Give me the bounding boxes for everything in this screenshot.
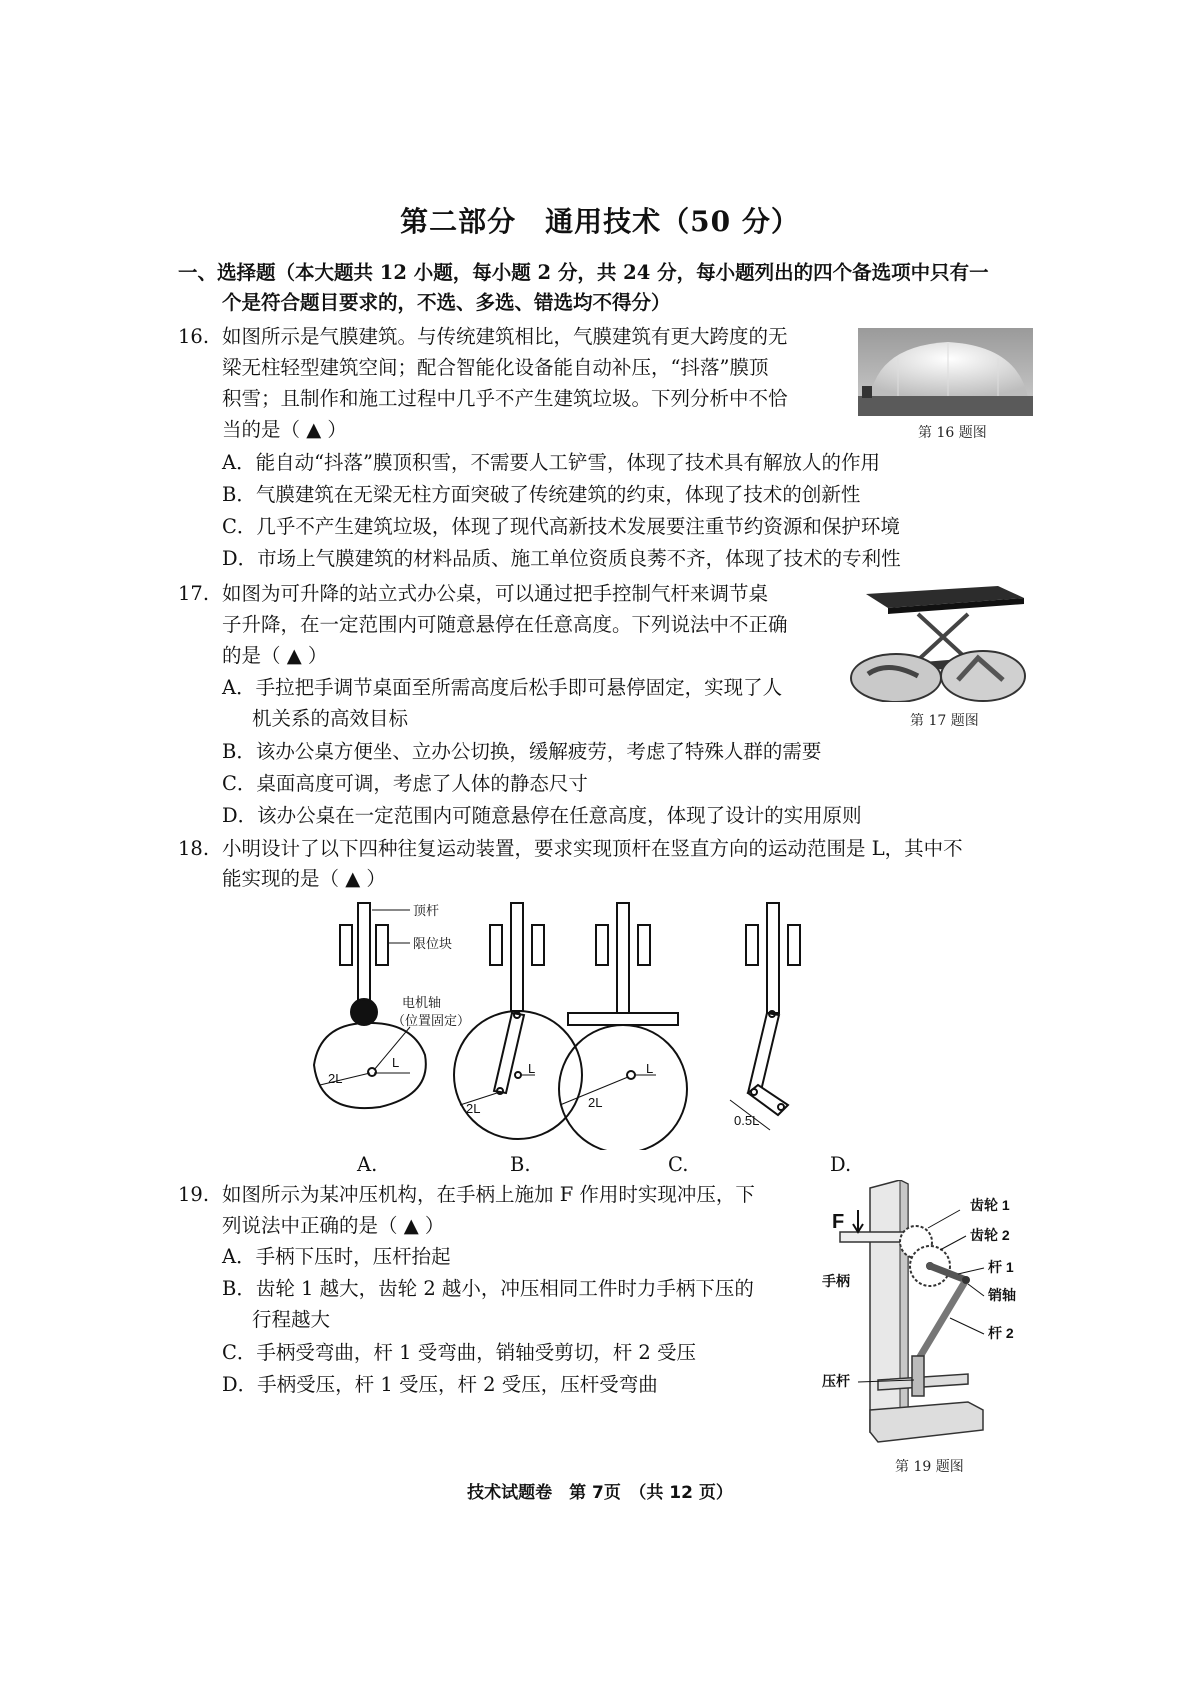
standing-desk-photo bbox=[848, 580, 1028, 702]
q19-number: 19. bbox=[178, 1183, 210, 1206]
label-rod-1: 杆 1 bbox=[988, 1259, 1014, 1275]
q18-option-b-label: B. bbox=[510, 1153, 531, 1176]
q17-number: 17. bbox=[178, 582, 210, 605]
label-d-half-l: 0.5L bbox=[734, 1113, 760, 1128]
label-force-f: F bbox=[832, 1211, 845, 1233]
q17-stem-3: 的是（ ▲ ） bbox=[222, 644, 328, 667]
label-b-2l: 2L bbox=[466, 1101, 481, 1116]
q17-option-a-1: A．手拉把手调节桌面至所需高度后松手即可悬停固定，实现了人 bbox=[222, 676, 783, 699]
q18-number: 18. bbox=[178, 837, 210, 860]
label-gear-1: 齿轮 1 bbox=[970, 1197, 1010, 1213]
q16-option-d: D．市场上气膜建筑的材料品质、施工单位资质良莠不齐，体现了技术的专利性 bbox=[222, 547, 901, 570]
label-b-l: L bbox=[528, 1061, 536, 1076]
q16-option-b: B．气膜建筑在无梁无柱方面突破了传统建筑的约束，体现了技术的创新性 bbox=[222, 483, 861, 506]
q19-option-b-1: B．齿轮 1 越大，齿轮 2 越小，冲压相同工件时力手柄下压的 bbox=[222, 1277, 754, 1300]
q17-option-c: C．桌面高度可调，考虑了人体的静态尺寸 bbox=[222, 772, 588, 795]
q19-stem-2: 列说法中正确的是（ ▲ ） bbox=[222, 1214, 445, 1237]
label-rod-2: 杆 2 bbox=[988, 1325, 1014, 1341]
q16-stem-4: 当的是（ ▲ ） bbox=[222, 418, 347, 441]
q16-caption: 第 16 题图 bbox=[918, 425, 987, 441]
q19-stem-1: 如图所示为某冲压机构，在手柄上施加 F 作用时实现冲压，下 bbox=[222, 1183, 755, 1206]
q17-option-a-2: 机关系的高效目标 bbox=[252, 707, 409, 730]
label-c-2l: 2L bbox=[588, 1095, 603, 1110]
mechanism-c bbox=[559, 903, 687, 1150]
q17-option-d: D．该办公桌在一定范围内可随意悬停在任意高度，体现了设计的实用原则 bbox=[222, 804, 862, 827]
mechanism-d bbox=[730, 903, 800, 1130]
q19-option-b-2: 行程越大 bbox=[252, 1308, 331, 1331]
q16-option-a: A．能自动“抖落”膜顶积雪，不需要人工铲雪，体现了技术具有解放人的作用 bbox=[222, 451, 881, 474]
label-a-l: L bbox=[392, 1055, 400, 1070]
label-rod: 顶杆 bbox=[413, 903, 440, 918]
q17-stem-2: 子升降，在一定范围内可随意悬停在任意高度。下列说法中不正确 bbox=[222, 613, 788, 636]
label-a-2l: 2L bbox=[328, 1071, 343, 1086]
label-handle: 手柄 bbox=[822, 1273, 850, 1289]
section-heading-line1: 一、选择题（本大题共 12 小题，每小题 2 分，共 24 分，每小题列出的四个备选项中只有一 bbox=[178, 261, 989, 284]
air-dome-photo bbox=[858, 328, 1033, 416]
q16-stem-1: 如图所示是气膜建筑。与传统建筑相比，气膜建筑有更大跨度的无 bbox=[222, 325, 788, 348]
q17-caption: 第 17 题图 bbox=[910, 713, 979, 729]
q19-option-c: C．手柄受弯曲，杆 1 受弯曲，销轴受剪切，杆 2 受压 bbox=[222, 1341, 697, 1364]
label-pin: 销轴 bbox=[988, 1287, 1016, 1303]
q17-option-b: B．该办公桌方便坐、立办公切换，缓解疲劳，考虑了特殊人群的需要 bbox=[222, 740, 822, 763]
q16-number: 16. bbox=[178, 325, 210, 348]
q18-option-a-label: A. bbox=[357, 1153, 378, 1176]
mechanism-d-labels bbox=[734, 1113, 759, 1128]
q19-option-a: A．手柄下压时，压杆抬起 bbox=[222, 1245, 451, 1268]
label-motor-fixed: （位置固定） bbox=[392, 1013, 471, 1028]
label-stop-block: 限位块 bbox=[413, 936, 453, 951]
q16-stem-2: 梁无柱轻型建筑空间；配合智能化设备能自动补压，“抖落”膜顶 bbox=[222, 356, 769, 379]
q16-option-c: C．几乎不产生建筑垃圾，体现了现代高新技术发展要注重节约资源和保护环境 bbox=[222, 515, 900, 538]
label-c-l: L bbox=[646, 1061, 654, 1076]
q18-option-d-label: D. bbox=[830, 1153, 852, 1176]
q19-option-d: D．手柄受压，杆 1 受压，杆 2 受压，压杆受弯曲 bbox=[222, 1373, 658, 1396]
q19-caption: 第 19 题图 bbox=[895, 1459, 964, 1475]
q16-stem-3: 积雪；且制作和施工过程中几乎不产生建筑垃圾。下列分析中不恰 bbox=[222, 387, 788, 410]
section-heading-line2: 个是符合题目要求的，不选、多选、错选均不得分） bbox=[222, 291, 671, 314]
label-gear-2: 齿轮 2 bbox=[970, 1227, 1010, 1243]
label-motor-shaft: 电机轴 bbox=[402, 995, 442, 1010]
stamping-mechanism-figure bbox=[818, 1180, 1028, 1452]
q18-option-c-label: C. bbox=[668, 1153, 689, 1176]
page-footer: 技术试题卷 第 7页 （共 12 页） bbox=[467, 1483, 733, 1503]
label-press-rod: 压杆 bbox=[822, 1373, 850, 1389]
mechanism-c-labels bbox=[588, 1061, 653, 1110]
page-title: 第二部分 通用技术（50 分） bbox=[400, 205, 800, 238]
q18-stem-2: 能实现的是（ ▲ ） bbox=[222, 867, 386, 890]
reciprocating-mechanisms-figure bbox=[300, 895, 900, 1150]
q18-stem-1: 小明设计了以下四种往复运动装置，要求实现顶杆在竖直方向的运动范围是 L，其中不 bbox=[222, 837, 963, 860]
q17-stem-1: 如图为可升降的站立式办公桌，可以通过把手控制气杆来调节桌 bbox=[222, 582, 769, 605]
